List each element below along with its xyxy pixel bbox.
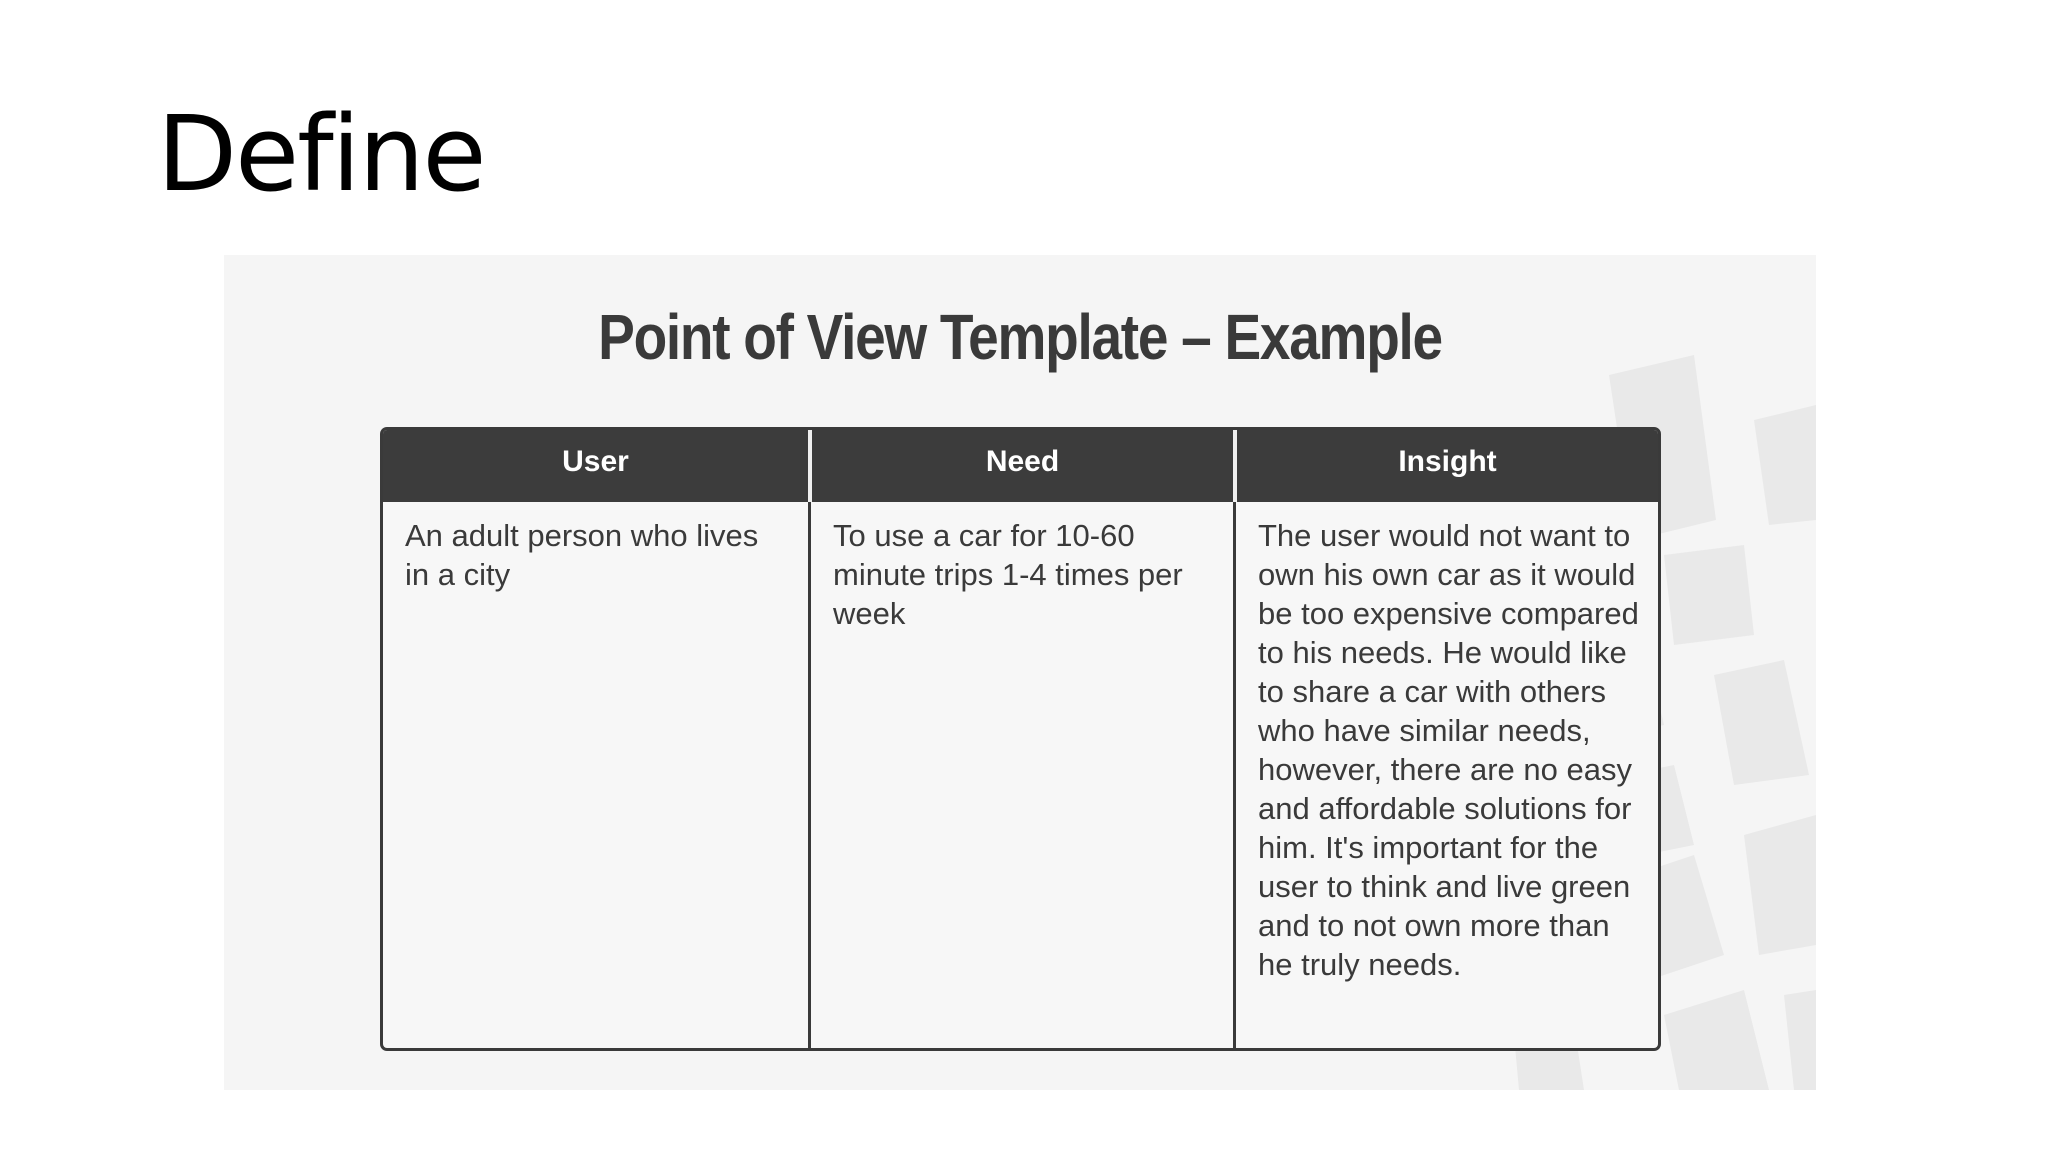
pov-template-image	[224, 255, 1816, 1090]
header-user: User	[383, 430, 808, 502]
cell-user: An adult person who lives in a city	[405, 518, 759, 592]
header-insight: Insight	[1233, 430, 1658, 502]
slide-title: Define	[157, 93, 485, 215]
pov-table	[380, 427, 1661, 1051]
template-title: Point of View Template – Example	[598, 301, 1442, 373]
cell-need: To use a car for 10-60 minute trips 1-4 times per week	[808, 502, 1233, 1048]
header-need: Need	[808, 430, 1233, 502]
cell-insight: The user would not want to own his own car as it would be too expensive compared to his needs. He would like to share a car with others who have similar needs, however, there are no easy and affordable solutions for him. It's important for the user to think and live green and to not own more than he truly needs.	[1233, 502, 1658, 1048]
